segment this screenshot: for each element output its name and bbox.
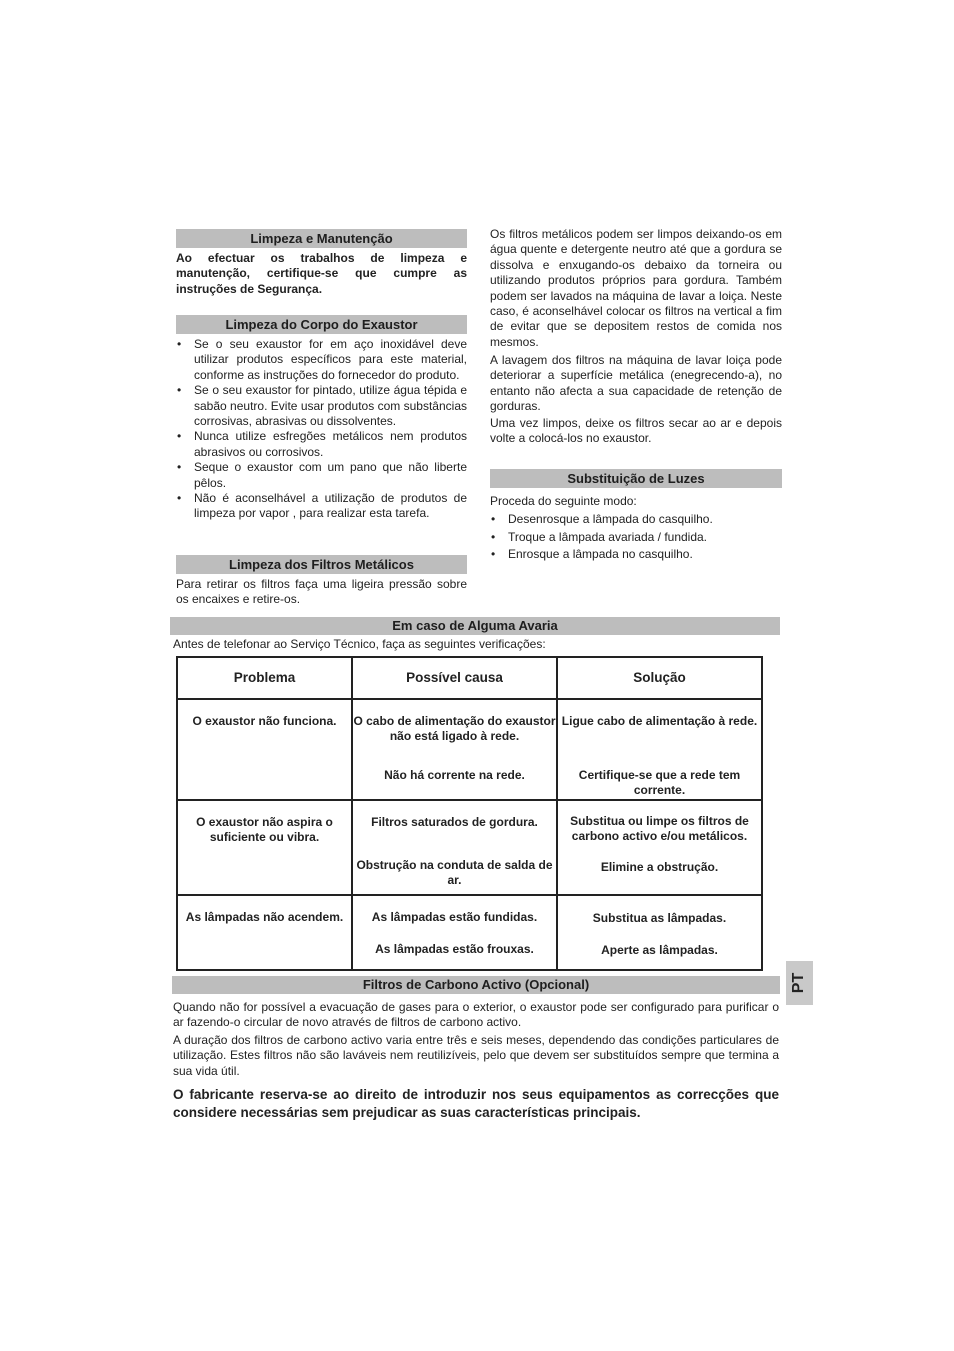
cause-text: As lâmpadas estão fundidas. [371,910,538,924]
list-item: • Enrosque a lâmpada no casquilho. [490,546,782,564]
filters-wash-paragraph: Os filtros metálicos podem ser limpos deixando-os em água quente e detergente neutro até que a gordura se dissolva e enxugando-os debaixo da torneira ou utilizando produtos próprios para gordura. Também podem ser lavados na máquina de lavar a loiça. Neste caso, é aconselhável colocar os filtros na vertical a fim de evitar que se depositem restos de comida nos mesmos. [490,227,782,349]
cause-cell [352,800,557,895]
lights-intro: Proceda do seguinte modo: [490,494,637,508]
list-item: • Seque o exaustor com um pano que não liberte pêlos. [176,460,467,491]
heading-carbon-filters: Filtros de Carbono Activo (Opcional) [172,976,780,994]
carbon-paragraph-1: Quando não for possível a evacuação de gases para o exterior, o exaustor pode ser configurado para purificar o ar fazendo-o circular de novo através de filtros de carbono activo. [173,1000,779,1030]
solution-cell [557,895,762,970]
cause-cell [352,699,557,800]
cause-text: Filtros saturados de gordura. [371,815,538,829]
solution-cell [557,800,762,895]
table-row [177,895,762,970]
dry-paragraph: Uma vez limpos, deixe os filtros secar ao ar e depois volte a colocá-los no exaustor. [490,416,782,446]
language-tab-label: PT [790,972,808,994]
list-item: • Não é aconselhável a utilização de produtos de limpeza por vapor , para realizar esta tarefa. [176,491,467,522]
table-row [177,800,762,895]
hood-body-list [176,337,467,522]
manufacturer-note: O fabricante reserva-se ao direito de introduzir nos seus equipamentos as correcções que considere necessárias sem prejudicar as suas características principais. [173,1087,779,1120]
problem-text: O exaustor não funciona. [192,714,337,728]
solution-text: Substitua ou limpe os filtros de carbono activo e/ou metálicos. [570,814,749,844]
cause-text: Obstrução na conduta de salda de ar. [356,858,553,888]
solution-text: Substitua as lâmpadas. [592,911,727,925]
dishwasher-paragraph: A lavagem dos filtros na máquina de lavar loiça pode deteriorar a superfície metálica (enegrecendo-a), no entanto não afecta a sua capacidade de retenção de gorduras. [490,353,782,414]
solution-text: Ligue cabo de alimentação à rede. [561,714,758,728]
list-item: • Se o seu exaustor for em aço inoxidável deve utilizar produtos específicos para este material, conforme as instruções do fornecedor do produto. [176,337,467,383]
table-row [177,699,762,800]
heading-metal-filters: Limpeza dos Filtros Metálicos [176,555,467,574]
heading-cleaning: Limpeza e Manutenção [176,229,467,248]
cleaning-intro: Ao efectuar os trabalhos de limpeza e manutenção, certifique-se que cumpre as instruções de Segurança. [176,251,467,296]
list-item: • Desenrosque a lâmpada do casquilho. [490,511,782,529]
column-header-cause: Possível causa [352,657,557,699]
list-item: • Nunca utilize esfregões metálicos nem produtos abrasivos ou corrosivos. [176,429,467,460]
solution-text: Aperte as lâmpadas. [601,943,718,957]
language-tab [786,961,813,1005]
cause-text: O cabo de alimentação do exaustor não está ligado à rede. [353,714,556,744]
cause-cell [352,895,557,970]
problem-cell [177,800,352,895]
heading-lights: Substituição de Luzes [490,469,782,488]
solution-text: Certifique-se que a rede tem corrente. [578,768,741,798]
problem-text: As lâmpadas não acendem. [185,910,344,924]
carbon-paragraph-2: A duração dos filtros de carbono activo varia entre três e seis meses, dependendo das condições particulares de utilização. Estes filtros não são laváveis nem reutilizíveis, pelo que devem ser substituídos sempre que termina a sua vida útil. [173,1033,779,1078]
cause-text: Não há corrente na rede. [384,768,525,782]
lights-list [490,511,782,564]
filters-intro: Para retirar os filtros faça uma ligeira pressão sobre os encaixes e retire-os. [176,577,467,607]
fault-intro: Antes de telefonar ao Serviço Técnico, faça as seguintes verificações: [173,637,546,651]
list-item: • Troque a lâmpada avariada / fundida. [490,529,782,547]
problem-cell [177,895,352,970]
heading-hood-body: Limpeza do Corpo do Exaustor [176,315,467,334]
table-header-row [177,657,762,699]
problem-text: O exaustor não aspira o suficiente ou vibra. [196,815,333,845]
solution-cell [557,699,762,800]
problem-cell [177,699,352,800]
heading-fault: Em caso de Alguma Avaria [170,617,780,635]
column-header-solution: Solução [557,657,762,699]
list-item: • Se o seu exaustor for pintado, utilize água tépida e sabão neutro. Evite usar produtos com substâncias corrosivas, abrasivas ou dissolventes. [176,383,467,429]
cause-text: As lâmpadas estão frouxas. [375,942,534,956]
solution-text: Elimine a obstrução. [600,860,719,874]
column-header-problem: Problema [177,657,352,699]
troubleshooting-table [176,656,763,971]
